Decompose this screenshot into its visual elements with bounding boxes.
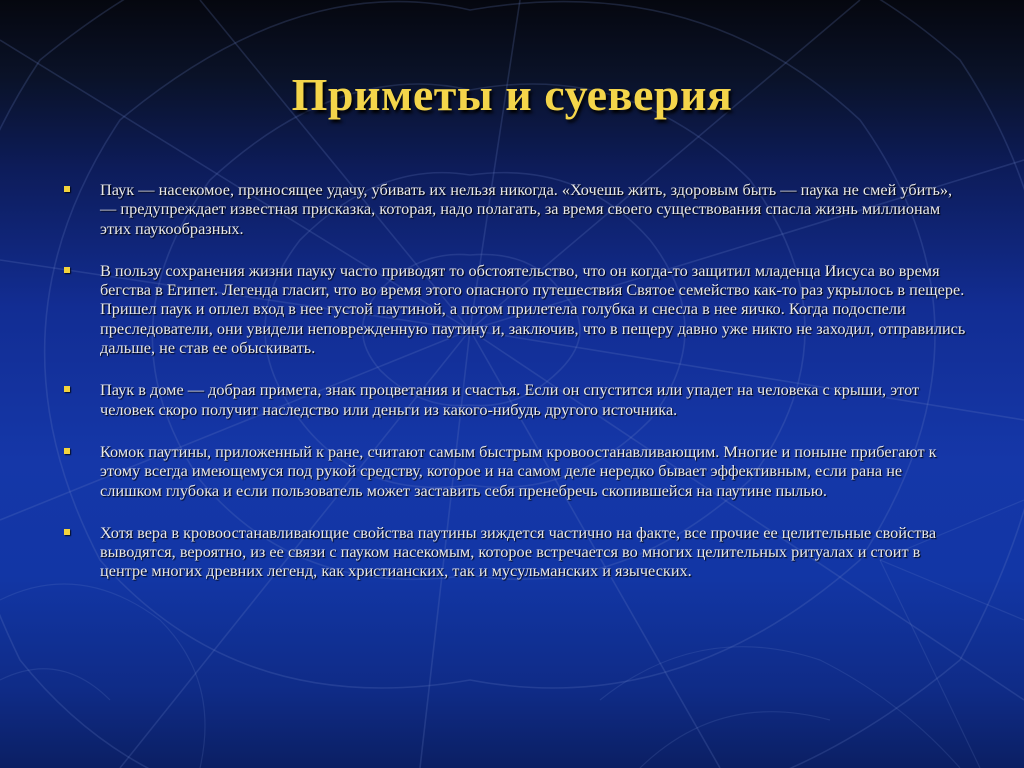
square-bullet-icon xyxy=(64,267,70,273)
list-item-text: Паук — насекомое, приносящее удачу, убивать их нельзя никогда. «Хочешь жить, здоровым быть — паука не смей убить», — предупреждает известная присказка, которая, надо полагать, за время своего существования спасла жизнь миллионам этих паукообразных. xyxy=(100,180,953,238)
square-bullet-icon xyxy=(64,529,70,535)
square-bullet-icon xyxy=(64,186,70,192)
square-bullet-icon xyxy=(64,448,70,454)
list-item-text: В пользу сохранения жизни пауку часто приводят то обстоятельство, что он когда-то защитил младенца Иисуса во время бегства в Египет. Легенда гласит, что во время этого опасного путешествия Святое семейство как-то раз укрылось в пещере. Пришел паук и оплел вход в нее густой паутиной, а потом прилетела голубка и снесла в нее яичко. Когда подоспели преследователи, они увидели неповрежденную паутину и, заключив, что в пещеру давно уже никто не заходил, отправились дальше, не став ее обыскивать. xyxy=(100,260,966,358)
list-item xyxy=(62,442,967,500)
list-item xyxy=(62,261,967,357)
list-item xyxy=(62,380,967,419)
list-item xyxy=(62,180,967,238)
list-item-text: Хотя вера в кровоостанавливающие свойства паутины зиждется частично на факте, все прочие ее целительные свойства выводятся, вероятно, из ее связи с пауком насекомым, которое встречается во многих целительных ритуалах и стоит в центре многих древних легенд, как христианских, так и мусульманских и языческих. xyxy=(100,522,937,581)
slide-title: Приметы и суеверия xyxy=(291,69,733,120)
square-bullet-icon xyxy=(64,386,70,392)
list-item-text: Комок паутины, приложенный к ране, считают самым быстрым кровоостанавливающим. Многие и поныне прибегают к этому всегда имеющемуся под рукой средству, которое и на самом деле нередко бывает эффективным, если рана не слишком глубока и если пользователь может заставить себя пренебречь скопившейся на паутине пылью. xyxy=(100,441,937,500)
list-item xyxy=(62,523,967,581)
list-item-text: Паук в доме — добрая примета, знак процветания и счастья. Если он спустится или упадет на человека с крыши, этот человек скоро получит наследство или деньги из какого-нибудь другого источника. xyxy=(100,380,920,419)
bullet-list xyxy=(62,180,967,604)
